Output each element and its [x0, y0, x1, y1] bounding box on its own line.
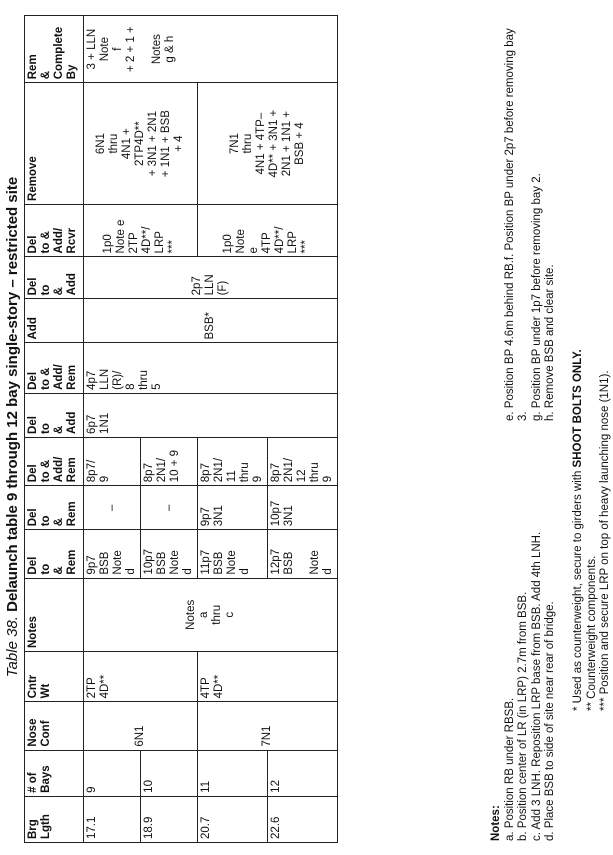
- header-del-add-rcvr: Del to & Add/ Rcvr: [25, 204, 84, 256]
- notes-left: [490, 451, 558, 841]
- table-title: [4, 17, 21, 837]
- del-add-rcvr-cell: 1p0 Note e 2TP 4D**/ LRP ***: [84, 204, 198, 256]
- notes-right: [490, 21, 558, 421]
- brg-cell: 20.7: [198, 796, 268, 842]
- del-add-rem-cell-2: 4p7 LLN (R)/ 8 thru 5: [84, 343, 338, 393]
- note-item: h. Remove BSB and clear site.: [544, 264, 556, 421]
- del-add-cell: 6p7 1N1: [84, 393, 338, 437]
- del-add-rem-cell: 8p7 2N1/ 12 thru 9: [268, 437, 338, 485]
- del-rem-cell: 12p7 BSB Note d: [268, 530, 338, 578]
- del-add-rcvr-cell: 1p0 Note e 4TP 4D**/ LRP ***: [198, 204, 338, 256]
- remove-cell: 7N1 thru 4N1 + 4TP– 4D** + 3N1 + 2N1 + 1N1 + BSB + 4: [198, 83, 338, 205]
- note-item: c. Add 3 LNH. Reposition LRP base from BSB. Add 4th LNH.: [530, 531, 543, 841]
- brg-cell: 17.1: [84, 796, 141, 842]
- header-brg: Brg Lgth: [25, 796, 84, 842]
- nose-cell: 6N1: [84, 702, 198, 750]
- del-add-rem-cell: 8p7 2N1/ 11 thru 9: [198, 437, 268, 485]
- bays-cell: 9: [84, 750, 141, 796]
- del-rem-cell-2: –: [141, 486, 198, 530]
- title-text: Delaunch table 9 through 12 bay single-story – restricted site: [4, 176, 21, 612]
- add-cell: BSB*: [84, 299, 338, 343]
- del-rem-cell: 9p7 BSB Note d: [84, 530, 141, 578]
- bays-cell: 11: [198, 750, 268, 796]
- del-rem-cell-2: –: [84, 486, 141, 530]
- footnote-1-text: * Used as counterweight, secure to girders with: [572, 470, 584, 711]
- brg-cell: 18.9: [141, 796, 198, 842]
- footnotes: [572, 151, 613, 711]
- header-remove: Remove: [25, 83, 84, 205]
- note-item: b. Position center of LR (in LRP) 2.7m from BSB.: [517, 591, 529, 841]
- header-del-add-rem-2: Del to & Add/ Rem: [25, 343, 84, 393]
- del-rem-cell-2: 9p7 3N1: [198, 486, 268, 530]
- note-item: g. Position BP under 1p7 before removing bay 2.: [530, 173, 543, 421]
- delaunch-table: [24, 15, 338, 843]
- header-row: [25, 16, 84, 843]
- cntr-cell: 4TP 4D**: [198, 652, 338, 702]
- brg-cell: 22.6: [268, 796, 338, 842]
- note-item: e. Position BP 4.6m behind RB.f. Position BP under 2p7 before removing bay 3.: [503, 28, 529, 421]
- del-rem-cell-2: 10p7 3N1: [268, 486, 338, 530]
- header-del-add-rem-1: Del to & Add/ Rem: [25, 437, 84, 485]
- footnote-1: [572, 151, 586, 711]
- bays-cell: 12: [268, 750, 338, 796]
- header-complete: Rem & Complete By: [25, 16, 84, 83]
- cntr-cell: 2TP 4D**: [84, 652, 198, 702]
- header-nose: Nose Conf: [25, 702, 84, 750]
- del-rem-cell: 10p7 BSB Note d: [141, 530, 198, 578]
- bays-cell: 10: [141, 750, 198, 796]
- del-add-cell-2: 2p7 LLN (F): [84, 257, 338, 299]
- del-rem-cell: 11p7 BSB Note d: [198, 530, 268, 578]
- notes-label: Notes:: [490, 805, 502, 841]
- complete-cell: 3 + LLN Note f + 2 + 1 + Notes g & h: [84, 16, 338, 83]
- nose-cell: 7N1: [198, 702, 338, 750]
- header-bays: # of Bays: [25, 750, 84, 796]
- note-item: a. Position RB under RBSB.: [503, 697, 516, 841]
- footnote-1-bold: SHOOT BOLTS ONLY.: [572, 349, 584, 468]
- title-prefix: Table 38.: [4, 616, 21, 678]
- del-add-rem-cell: 8p7 2N1/ 10 + 9: [141, 437, 198, 485]
- header-del-rem-2: Del to & Rem: [25, 486, 84, 530]
- header-add: Add: [25, 299, 84, 343]
- notes-cell: Notes a thru c: [84, 578, 338, 651]
- header-notes: Notes: [25, 578, 84, 651]
- del-add-rem-cell: 8p7/ 9: [84, 437, 141, 485]
- header-cntr: Cntr Wt: [25, 652, 84, 702]
- header-del-add-1: Del to & Add: [25, 393, 84, 437]
- footnote-3: *** Position and secure LRP on top of heavy launching nose (1N1).: [599, 370, 611, 711]
- footnote-2: ** Counterweight components.: [585, 555, 598, 711]
- note-item: d. Place BSB to side of site near rear of bridge.: [544, 601, 556, 841]
- remove-cell: 6N1 thru 4N1 + 2TP4D** + 3N1 + 2N1 + 1N1 + BSB + 4: [84, 83, 198, 205]
- header-del-rem-1: Del to & Rem: [25, 530, 84, 578]
- header-del-add-2: Del to & Add: [25, 257, 84, 299]
- table-row: [84, 16, 141, 843]
